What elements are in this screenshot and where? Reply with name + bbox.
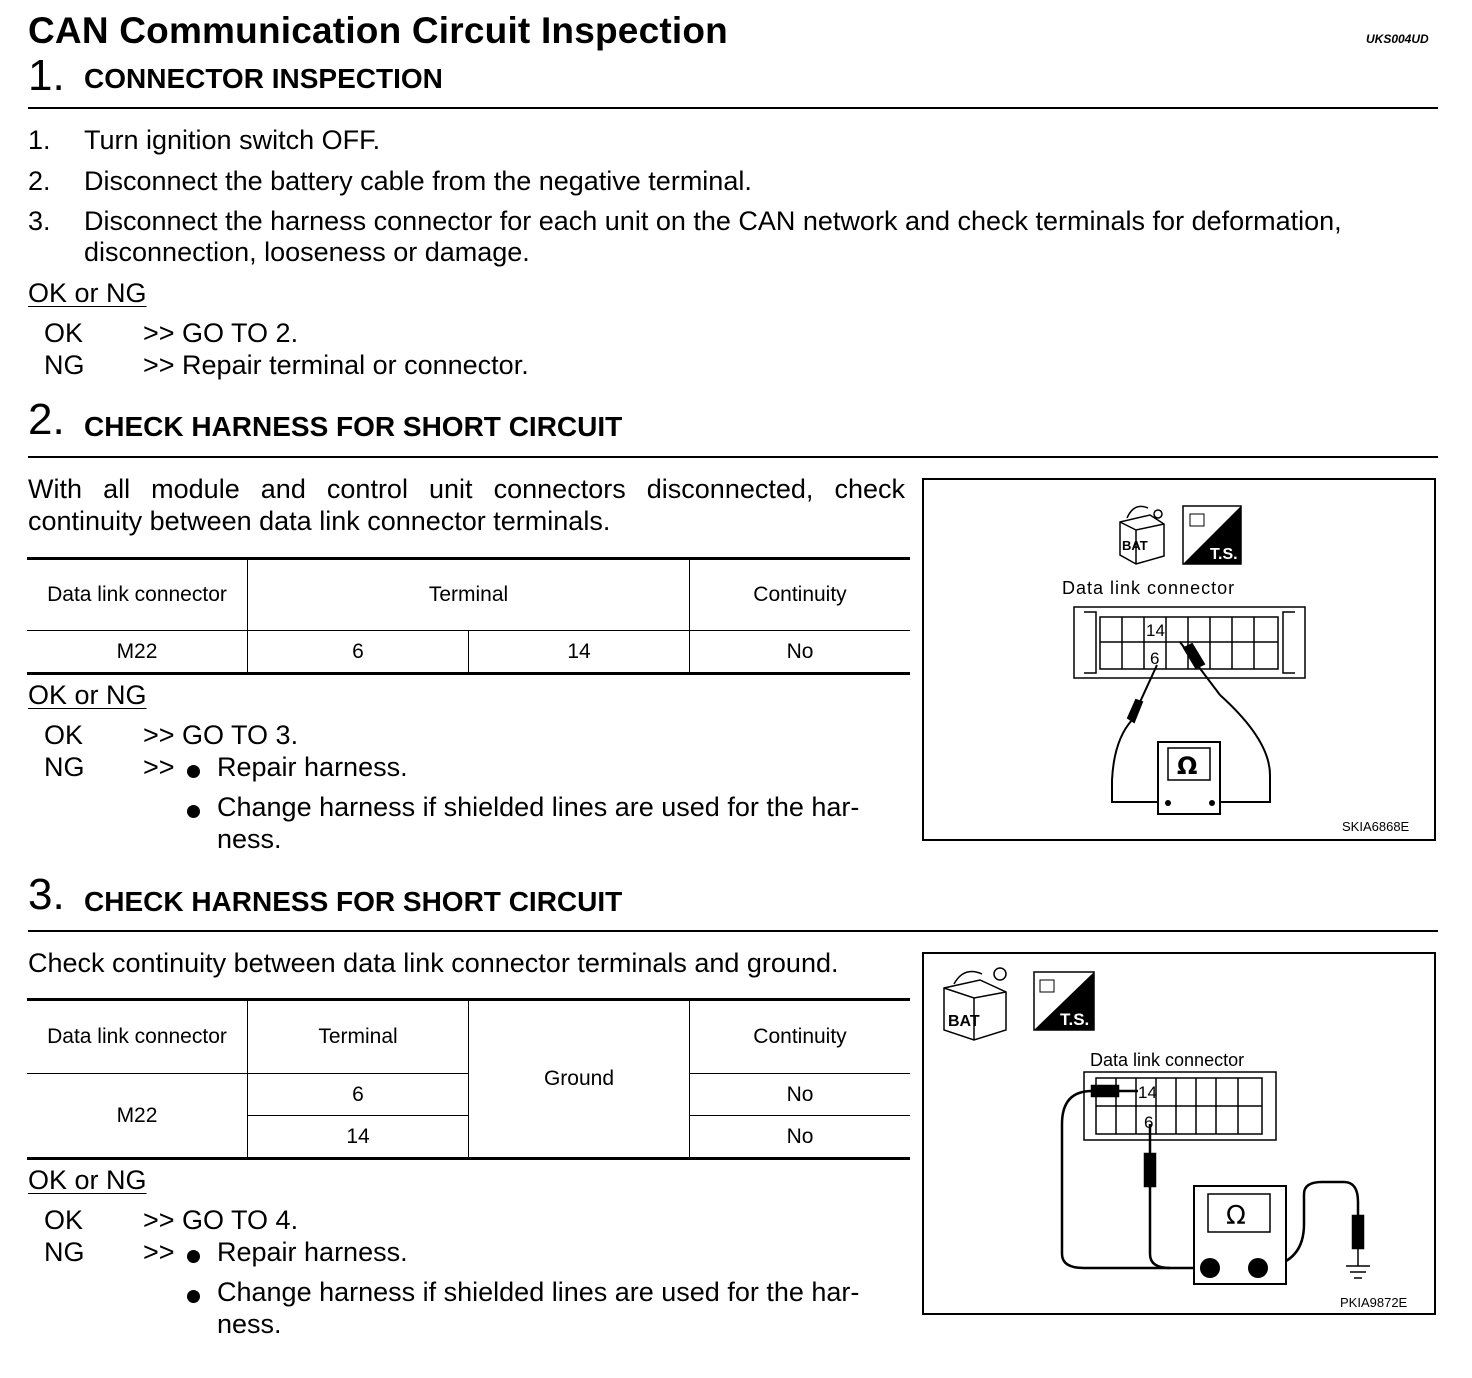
step-2-ok-action: >> GO TO 3. [143, 720, 299, 750]
ohm-icon: Ω [1177, 752, 1198, 780]
instruction-2-number: 2. [28, 166, 51, 196]
header-data-link-connector: Data link connector [27, 1000, 248, 1074]
pin-14-label: 14 [1146, 621, 1165, 640]
cell-continuity-6: No [690, 1074, 911, 1116]
header-terminal: Terminal [248, 559, 690, 631]
cell-ground: Ground [469, 1000, 690, 1159]
step-2-ok-or-ng: OK or NG [28, 680, 147, 710]
header-continuity: Continuity [690, 1000, 911, 1074]
cell-continuity: No [690, 631, 911, 674]
step-3-continuity-table [27, 998, 910, 1160]
step-3-ng-bullet-2: Change harness if shielded lines are used for the har- [217, 1277, 860, 1307]
step-3-number: 3. [28, 870, 65, 919]
figure-id: SKIA6868E [1342, 819, 1410, 834]
cell-terminal-6: 6 [248, 1074, 469, 1116]
step-2-continuity-table [27, 557, 910, 675]
step-1-ok-label: OK [44, 318, 84, 348]
bullet-icon [187, 1250, 200, 1263]
instruction-2-text: Disconnect the battery cable from the negative terminal. [84, 166, 752, 196]
header-data-link-connector: Data link connector [27, 559, 248, 631]
step-2-ng-label: NG [44, 752, 85, 782]
battery-label: BAT [1122, 538, 1148, 553]
step-1-number: 1. [28, 51, 65, 100]
step-1-ok-or-ng: OK or NG [28, 278, 147, 308]
step-2-number: 2. [28, 395, 65, 444]
step-3-ok-or-ng: OK or NG [28, 1165, 147, 1195]
data-link-connector [1074, 607, 1305, 678]
figure-continuity-between-terminals [922, 478, 1436, 841]
cell-connector: M22 [27, 631, 248, 674]
step-3-rule [28, 930, 1438, 932]
step-3-ng-bullet-2-cont: ness. [217, 1309, 282, 1339]
cell-continuity-14: No [690, 1116, 911, 1159]
battery-label: BAT [948, 1013, 980, 1030]
instruction-1-number: 1. [28, 125, 51, 155]
step-1-ng-label: NG [44, 350, 85, 380]
step-3-ok-label: OK [44, 1205, 84, 1235]
instruction-3-text-line2: disconnection, looseness or damage. [84, 237, 530, 267]
step-2-ng-bullet-2-cont: ness. [217, 824, 282, 854]
bullet-icon [187, 1290, 200, 1303]
cell-terminal-b: 14 [469, 631, 690, 674]
step-2-ng-arrow: >> [143, 752, 175, 782]
instruction-1-text: Turn ignition switch OFF. [84, 125, 381, 155]
step-1-rule [28, 107, 1438, 109]
step-1-title: CONNECTOR INSPECTION [84, 63, 443, 94]
page-title: CAN Communication Circuit Inspection [28, 10, 728, 51]
step-2-title: CHECK HARNESS FOR SHORT CIRCUIT [84, 411, 623, 442]
step-3-ok-action: >> GO TO 4. [143, 1205, 299, 1235]
bullet-icon [187, 805, 200, 818]
ts-icon [1034, 972, 1094, 1030]
step-2-ok-label: OK [44, 720, 84, 750]
step-3-ng-arrow: >> [143, 1237, 175, 1267]
data-link-connector [1084, 1072, 1276, 1140]
connector-label: Data link connector [1062, 578, 1236, 598]
step-1-ok-action: >> GO TO 2. [143, 318, 299, 348]
ground-icon [1346, 1248, 1370, 1278]
cell-terminal-a: 6 [248, 631, 469, 674]
battery-icon [1120, 506, 1164, 564]
step-2-ng-bullet-2: Change harness if shielded lines are used for the har- [217, 792, 860, 822]
connector-label: Data link connector [1090, 1050, 1245, 1070]
ohmmeter [1194, 1186, 1286, 1284]
battery-icon [944, 968, 1006, 1040]
instruction-3-text-line1: Disconnect the harness connector for each unit on the CAN network and check terminals for deformation, [84, 206, 1342, 236]
step-3-ng-bullet-1: Repair harness. [217, 1237, 408, 1267]
step-2-ng-bullet-1: Repair harness. [217, 752, 408, 782]
cell-terminal-14: 14 [248, 1116, 469, 1159]
pin-14-label: 14 [1138, 1083, 1157, 1102]
pin-6-label: 6 [1144, 1113, 1154, 1132]
ts-label: T.S. [1060, 1010, 1090, 1029]
instruction-3-number: 3. [28, 206, 51, 236]
header-terminal: Terminal [248, 1000, 469, 1074]
step-3-description: Check continuity between data link connector terminals and ground. [28, 948, 839, 978]
document-code: UKS004UD [1366, 32, 1429, 46]
pin-6-label: 6 [1150, 649, 1160, 668]
ts-icon [1183, 506, 1241, 564]
figure-id: PKIA9872E [1340, 1295, 1408, 1310]
step-3-ng-label: NG [44, 1237, 85, 1267]
step-2-rule [28, 456, 1438, 458]
cell-connector: M22 [27, 1074, 248, 1159]
figure-continuity-to-ground [922, 952, 1436, 1315]
step-2-description: With all module and control unit connectors disconnected, check continuity between data link connector terminals. [28, 474, 905, 536]
ts-label: T.S. [1210, 546, 1238, 563]
ohm-icon: Ω [1226, 1201, 1246, 1231]
ohmmeter [1158, 742, 1220, 814]
step-3-title: CHECK HARNESS FOR SHORT CIRCUIT [84, 886, 623, 917]
step-1-ng-action: >> Repair terminal or connector. [143, 350, 529, 380]
header-continuity: Continuity [690, 559, 911, 631]
bullet-icon [187, 765, 200, 778]
